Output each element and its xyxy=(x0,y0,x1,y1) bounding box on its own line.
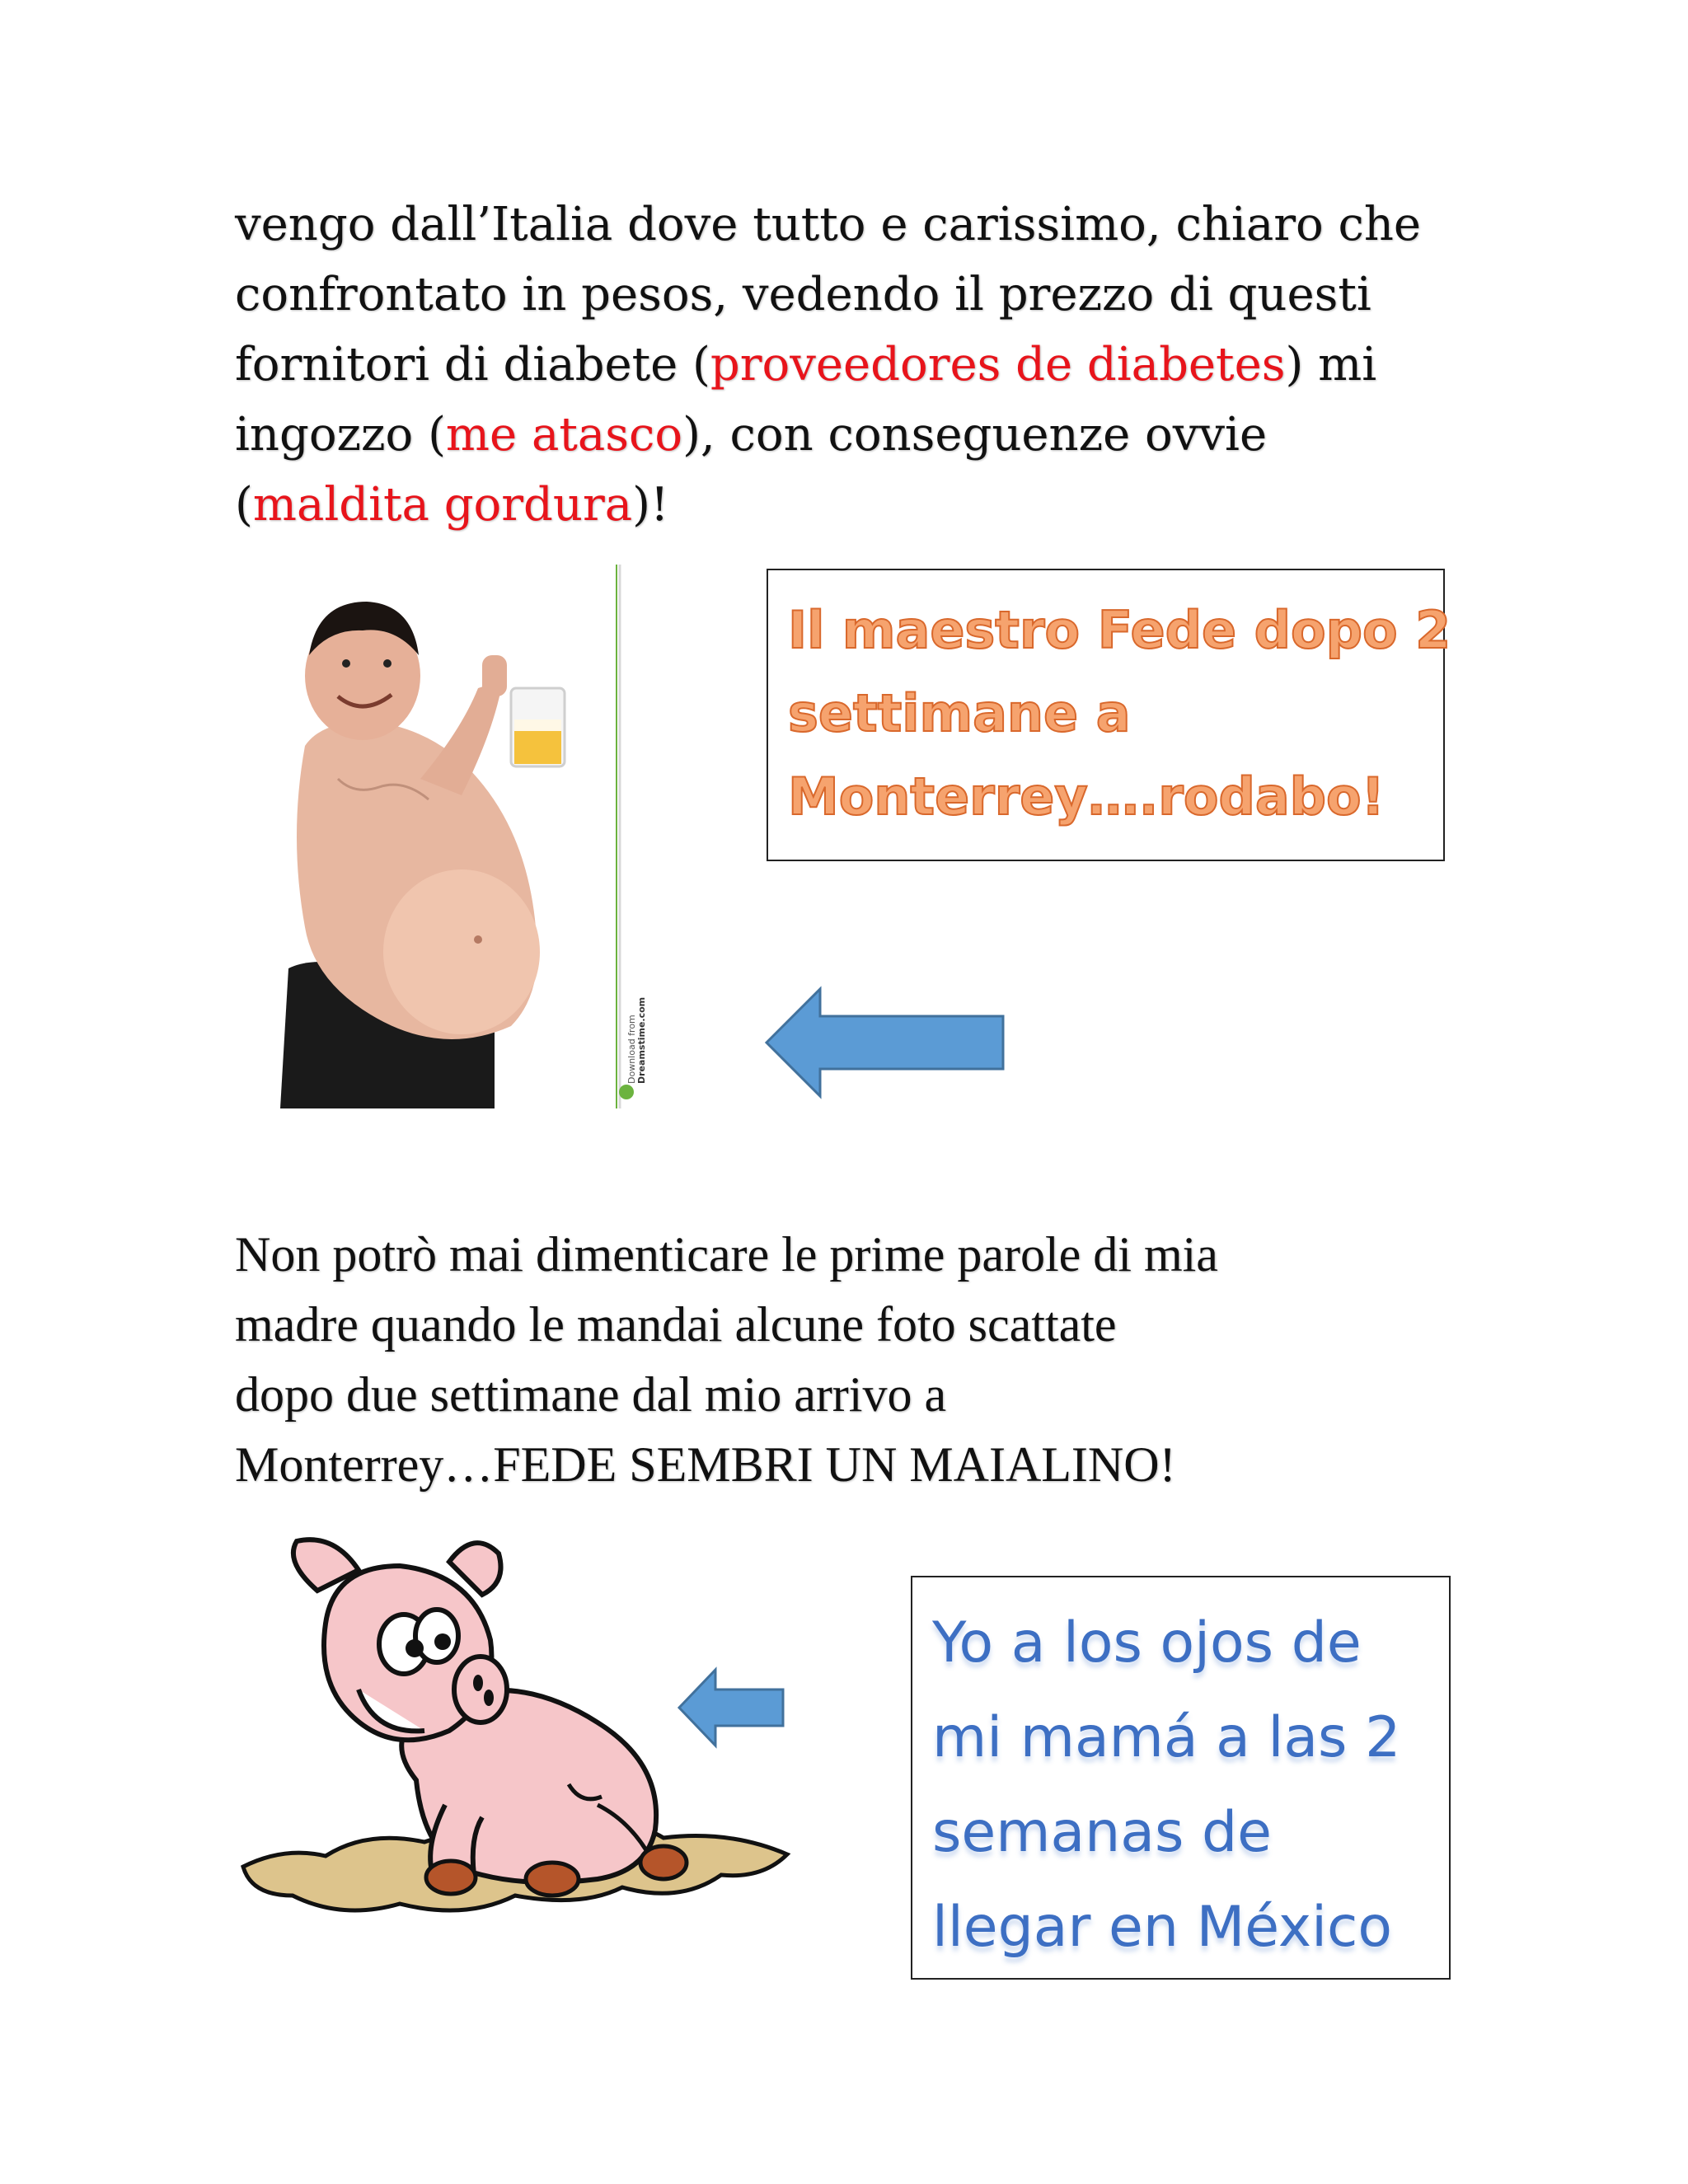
text-segment: ingozzo ( xyxy=(235,408,446,462)
text-line xyxy=(235,330,1488,400)
watermark-line: Dreamstime.com xyxy=(636,996,647,1084)
text-line xyxy=(235,470,1488,540)
paragraph-intro xyxy=(235,190,1488,540)
spanish-translation: proveedores de diabetes xyxy=(710,338,1286,391)
left-arrow-icon xyxy=(676,1666,787,1749)
text-line: dopo due settimane dal mio arrivo a xyxy=(235,1367,947,1422)
text-segment: fornitori di diabete ( xyxy=(235,338,710,391)
overweight-man-with-beer-photo xyxy=(272,565,659,1108)
text-segment: )! xyxy=(632,478,669,532)
left-arrow-icon xyxy=(762,985,1010,1100)
caption-line: Il maestro Fede dopo 2 xyxy=(788,600,1451,660)
caption-line: Monterrey….rodabo! xyxy=(788,766,1385,827)
caption-line: Yo a los ojos de xyxy=(932,1610,1362,1675)
caption-line: llegar en México xyxy=(932,1895,1393,1960)
caption-line: semanas de xyxy=(932,1800,1272,1865)
text-line xyxy=(235,400,1488,470)
text-segment: ( xyxy=(235,478,253,532)
text-segment: ) mi xyxy=(1285,338,1377,391)
caption-box-mama xyxy=(911,1576,1451,1980)
spanish-translation: maldita gordura xyxy=(252,478,633,532)
text-line: madre quando le mandai alcune foto scattate xyxy=(235,1297,1117,1352)
text-line: confrontato in pesos, vedendo il prezzo di questi xyxy=(235,268,1372,321)
caption-line: settimane a xyxy=(788,683,1131,743)
caption-line: mi mamá a las 2 xyxy=(932,1705,1401,1770)
text-line: Non potrò mai dimenticare le prime parole di mia xyxy=(235,1227,1218,1282)
spanish-translation: me atasco xyxy=(445,408,683,462)
watermark-line: Download from xyxy=(626,1015,637,1084)
text-segment: ), con conseguenze ovvie xyxy=(682,408,1268,462)
text-line: vengo dall’Italia dove tutto e carissimo, chiaro che xyxy=(235,198,1422,251)
caption-box-maestro xyxy=(767,569,1451,861)
paragraph-mother-quote xyxy=(235,1220,1488,1500)
text-line: Monterrey…FEDE SEMBRI UN MAIALINO! xyxy=(235,1437,1176,1492)
dreamstime-logo-icon xyxy=(619,1085,634,1099)
